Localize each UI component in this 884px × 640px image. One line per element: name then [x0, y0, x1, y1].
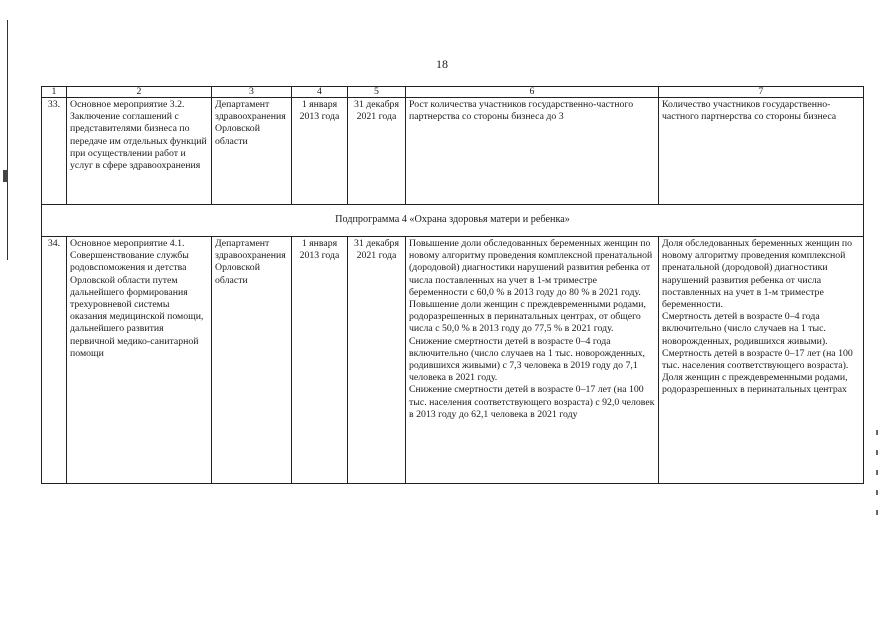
result-paragraph: Снижение смертности детей в возрасте 0–17 лет (на 100 тыс. населения соответствующего возраста) с 92,0 человек в 2013 году до 62,1 человека в 2021 году: [409, 384, 655, 420]
result-paragraph: Повышение доли женщин с преждевременными родами, родоразрешенных в перинатальных центрах, от общего числа с 50,0 % в 2013 году до 77,5 % в 2021 году.: [409, 299, 646, 335]
table-row: [42, 237, 864, 484]
column-header: 1: [42, 87, 67, 98]
indicator-cell: [659, 98, 864, 205]
subprogram-title: Подпрограмма 4 «Охрана здоровья матери и ребенка»: [42, 205, 864, 237]
column-header: 3: [212, 87, 292, 98]
result-paragraph: Рост количества участников государственно-частного партнерства со стороны бизнеса до 3: [409, 99, 634, 123]
scan-edge-marks: [872, 430, 882, 530]
column-header: 6: [406, 87, 659, 98]
activity-cell: Основное мероприятие 3.2. Заключение соглашений с представителями бизнеса по передаче им отдельных функций при осуществлении работ и услуг в сфере здравоохранения: [67, 98, 212, 205]
row-number: 33.: [42, 98, 67, 205]
indicator-paragraph: Количество участников государственно-частного партнерства со стороны бизнеса: [662, 99, 837, 123]
table-row: [42, 98, 864, 205]
indicator-paragraph: Доля женщин с преждевременными родами, родоразрешенных в перинатальных центрах: [662, 372, 848, 396]
start-date-cell: 1 января 2013 года: [292, 237, 348, 484]
end-date-cell: 31 декабря 2021 года: [348, 98, 406, 205]
column-header: 7: [659, 87, 864, 98]
expected-result-cell: [406, 98, 659, 205]
executor-cell: Департамент здравоохранения Орловской области: [212, 237, 292, 484]
activity-cell: Основное мероприятие 4.1. Совершенствование службы родовспоможения и детства Орловской области путем дальнейшего формирования трехуровневой системы оказания медицинской помощи, дальнейшего развития первичной медико-санитарной помощи: [67, 237, 212, 484]
start-date-cell: 1 января 2013 года: [292, 98, 348, 205]
executor-cell: Департамент здравоохранения Орловской области: [212, 98, 292, 205]
table-header-row: [42, 87, 864, 98]
result-paragraph: Снижение смертности детей в возрасте 0–4 года включительно (число случаев на 1 тыс. новорожденных, родившихся живыми) с 7,3 человека в 2019 году до 7,1 человека в 2021 году.: [409, 335, 645, 384]
scan-mark: [3, 170, 8, 182]
indicator-cell: [659, 237, 864, 484]
result-paragraph: Повышение доли обследованных беременных женщин по новому алгоритму проведения комплексной пренатальной (дородовой) диагностики нарушений развития ребенка от числа поставленных на учет в 1-м триместре беременности с 60,0 % в 2013 году до 80 % в 2021 году.: [409, 238, 653, 298]
indicator-paragraph: Доля обследованных беременных женщин по новому алгоритму проведения комплексной пренатальной (дородовой) диагностики нарушений развития ребенка от числа поставленных на учет в 1-м триместре беременности.: [662, 238, 853, 311]
end-date-cell: 31 декабря 2021 года: [348, 237, 406, 484]
subprogram-row: [42, 205, 864, 237]
expected-result-cell: [406, 237, 659, 484]
indicator-paragraph: Смертность детей в возрасте 0–17 лет (на 100 тыс. населения соответствующего возраста).: [662, 347, 853, 372]
column-header: 4: [292, 87, 348, 98]
indicator-paragraph: Смертность детей в возрасте 0–4 года включительно (число случаев на 1 тыс. новорожденных, родившихся живыми).: [662, 311, 828, 347]
column-header: 2: [67, 87, 212, 98]
column-header: 5: [348, 87, 406, 98]
left-margin-rule: [7, 20, 8, 260]
program-activities-table: [41, 86, 864, 484]
row-number: 34.: [42, 237, 67, 484]
page-number: 18: [436, 57, 448, 71]
